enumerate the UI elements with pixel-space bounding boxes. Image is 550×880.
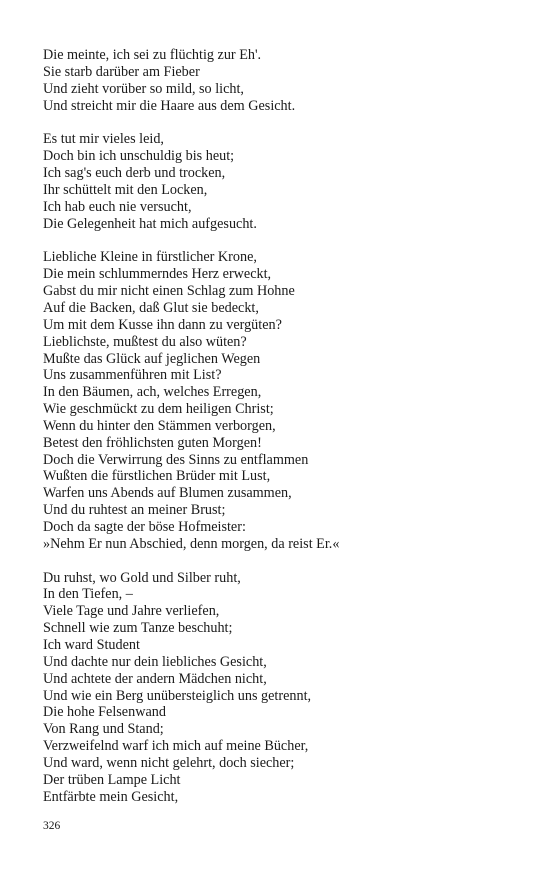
verse-line: Wie geschmückt zu dem heiligen Christ; (43, 401, 274, 418)
verse-line: Es tut mir vieles leid, (43, 131, 164, 148)
verse-line: Warfen uns Abends auf Blumen zusammen, (43, 485, 292, 502)
verse-line: Liebliche Kleine in fürstlicher Krone, (43, 249, 257, 266)
verse-line: Und achtete der andern Mädchen nicht, (43, 670, 267, 687)
verse-line: Und ward, wenn nicht gelehrt, doch siecher; (43, 754, 295, 771)
verse-line: Die meinte, ich sei zu flüchtig zur Eh'. (43, 47, 262, 63)
verse-line: In den Tiefen, – (43, 586, 133, 603)
verse-line: Und du ruhtest an meiner Brust; (43, 502, 226, 519)
verse-line: Die Gelegenheit hat mich aufgesucht. (43, 215, 257, 232)
stanza-1 (43, 47, 533, 114)
verse-line: Sie starb darüber am Fieber (43, 63, 200, 80)
verse-line: Mußte das Glück auf jeglichen Wegen (43, 350, 261, 367)
verse-line: Auf die Backen, daß Glut sie bedeckt, (43, 299, 259, 316)
verse-line: Doch die Verwirrung des Sinns zu entflammen (43, 451, 309, 468)
verse-line: Ich hab euch nie versucht, (43, 198, 192, 215)
verse-line: Doch da sagte der böse Hofmeister: (43, 518, 246, 535)
verse-line: Lieblichste, mußtest du also wüten? (43, 333, 247, 350)
verse-line: Ihr schüttelt mit den Locken, (43, 181, 208, 198)
verse-line: Der trüben Lampe Licht (43, 771, 181, 788)
verse-line: In den Bäumen, ach, welches Erregen, (43, 384, 262, 401)
verse-line: Von Rang und Stand; (43, 721, 164, 738)
verse-line: Doch bin ich unschuldig bis heut; (43, 148, 235, 165)
stanza-3 (43, 249, 533, 552)
verse-line: Du ruhst, wo Gold und Silber ruht, (43, 569, 241, 586)
verse-line: Ich sag's euch derb und trocken, (43, 165, 226, 182)
verse-line: Schnell wie zum Tanze beschuht; (43, 620, 233, 637)
verse-line: »Nehm Er nun Abschied, denn morgen, da reist Er.« (43, 535, 340, 552)
verse-line: Betest den fröhlichsten guten Morgen! (43, 434, 262, 451)
verse-line: Entfärbte mein Gesicht, (43, 788, 179, 805)
verse-line: Gabst du mir nicht einen Schlag zum Hohne (43, 283, 295, 300)
verse-line: Die mein schlummerndes Herz erweckt, (43, 266, 272, 283)
verse-line: Und dachte nur dein liebliches Gesicht, (43, 653, 267, 670)
verse-line: Ich ward Student (43, 637, 140, 653)
verse-line: Und streicht mir die Haare aus dem Gesicht. (43, 97, 296, 114)
verse-line: Und wie ein Berg unübersteiglich uns getrennt, (43, 687, 312, 704)
verse-line: Viele Tage und Jahre verliefen, (43, 603, 220, 620)
verse-line: Die hohe Felsenwand (43, 704, 166, 721)
poem-text (43, 47, 533, 822)
verse-line: Wenn du hinter den Stämmen verborgen, (43, 417, 276, 434)
verse-line: Und zieht vorüber so mild, so licht, (43, 80, 244, 97)
verse-line: Um mit dem Kusse ihn dann zu vergüten? (43, 316, 282, 333)
stanza-4 (43, 570, 533, 806)
page-number: 326 (43, 820, 61, 832)
stanza-2 (43, 131, 533, 232)
verse-line: Uns zusammenführen mit List? (43, 367, 222, 384)
verse-line: Wußten die fürstlichen Brüder mit Lust, (43, 468, 271, 485)
verse-line: Verzweifelnd warf ich mich auf meine Bücher, (43, 738, 309, 755)
